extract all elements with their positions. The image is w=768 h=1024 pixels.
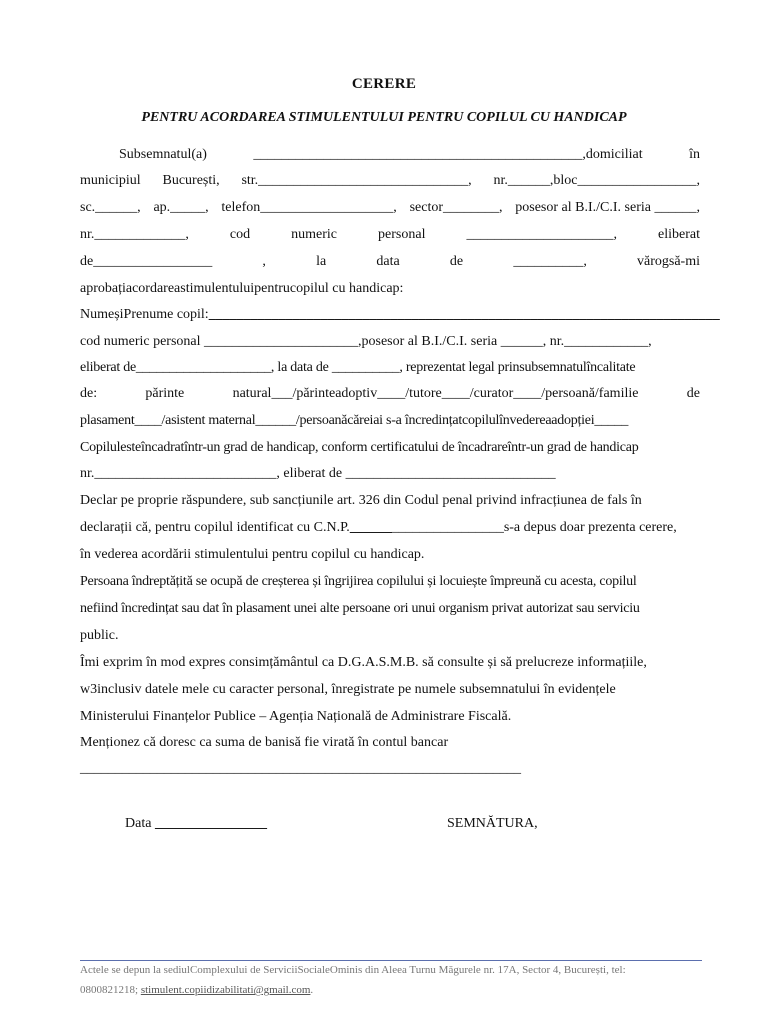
declaration-text bbox=[80, 519, 700, 537]
form-line-legal-rep bbox=[80, 359, 700, 377]
text-segment: _____________________, bbox=[466, 227, 617, 242]
declaration-text bbox=[80, 546, 700, 564]
declaration-text bbox=[80, 627, 700, 645]
text-segment: Copilulesteîncadratîntr-un grad de handicap, conform certificatului de încadrareîntr-un grad de handicap bbox=[80, 440, 639, 455]
text-segment: data bbox=[376, 254, 400, 269]
text-segment: telefon___________________, bbox=[221, 200, 397, 215]
consent-text bbox=[80, 708, 700, 726]
text-segment: _______________________________________________,domiciliat bbox=[253, 147, 643, 162]
bank-account-text bbox=[80, 734, 700, 752]
text-segment: NumeșiPrenume copil: bbox=[80, 307, 209, 322]
form-line-contact bbox=[80, 199, 700, 217]
text-segment: , bbox=[262, 254, 266, 269]
text-segment: nr._____________, bbox=[80, 227, 189, 242]
text-segment: personal bbox=[378, 227, 426, 242]
footer-divider bbox=[80, 960, 702, 961]
document-subtitle: PENTRU ACORDAREA STIMULENTULUI PENTRU COPILUL CU HANDICAP bbox=[141, 110, 627, 125]
text-segment: în bbox=[689, 147, 700, 162]
form-line-address bbox=[80, 172, 700, 190]
cnp-blank: ________________ bbox=[391, 520, 504, 535]
signature-label: SEMNĂTURA, bbox=[447, 816, 538, 831]
footer-end: . bbox=[310, 984, 314, 996]
text-segment: Îmi exprim în mod expres consimțământul ca D.G.A.S.M.B. să consulte și să prelucreze informațiile, bbox=[80, 655, 647, 670]
footer-address: Actele se depun la sediulComplexului de ServiciiSocialeOminis din Aleea Turnu Măgurele nr. 17A, Sector 4, București, tel: bbox=[80, 964, 626, 976]
text-segment: Declar pe proprie răspundere, sub sancțiunile art. 326 din Codul penal privind infracțiunea de fals în bbox=[80, 493, 642, 508]
date-field bbox=[125, 816, 267, 832]
footer-contact bbox=[80, 983, 720, 997]
text-segment: str.______________________________, bbox=[241, 173, 472, 188]
text-segment: public. bbox=[80, 628, 119, 643]
text-segment: Menționez că doresc ca suma de banisă fie virată în contul bancar bbox=[80, 735, 449, 750]
child-name-blank: _________________________________________________________________________ bbox=[208, 307, 720, 322]
text-segment: natural___/părinteadoptiv____/tutore____/curator____/persoană/familie bbox=[232, 386, 639, 401]
bank-account-blank bbox=[80, 760, 700, 778]
text-segment: vărogsă-mi bbox=[637, 254, 700, 269]
form-line-certificate bbox=[80, 465, 700, 483]
form-line-issued bbox=[80, 253, 700, 271]
text-segment: w3inclusiv datele mele cu caracter personal, înregistrate pe numele subsemnatului în evidențele bbox=[80, 682, 616, 697]
form-line-handicap bbox=[80, 439, 700, 457]
form-line-placement bbox=[80, 412, 700, 430]
text-segment: nefiind încredințat sau dat în plasament unei alte persoane ori unui organism privat autorizat sau serviciu bbox=[80, 601, 640, 616]
text-segment: de bbox=[686, 386, 700, 401]
text-segment: municipiul bbox=[80, 173, 141, 188]
text-segment: părinte bbox=[145, 386, 185, 401]
text-segment: de_________________ bbox=[80, 254, 213, 269]
text-segment: eliberat bbox=[658, 227, 700, 242]
declaration-text bbox=[80, 573, 700, 591]
form-line-child-name bbox=[80, 306, 720, 324]
declaration-text bbox=[80, 600, 700, 618]
text-segment: __________, bbox=[513, 254, 587, 269]
text-segment: la bbox=[316, 254, 327, 269]
text-segment: cod bbox=[229, 227, 251, 242]
text-segment: de: bbox=[80, 386, 98, 401]
text-segment: în vederea acordării stimulentului pentru copilul cu handicap. bbox=[80, 547, 425, 562]
form-line-applicant bbox=[119, 146, 700, 164]
text-segment: sc.______, bbox=[80, 200, 141, 215]
footer-email-link[interactable]: stimulent.copiidizabilitati@gmail.com bbox=[140, 984, 311, 996]
form-line-request bbox=[80, 280, 700, 298]
text-segment: posesor al B.I./C.I. seria ______, bbox=[515, 200, 700, 215]
form-line-cnp bbox=[80, 333, 700, 351]
text-segment: eliberat de____________________, la data de __________, reprezentat legal prinsubsemnatulîncalitate bbox=[80, 360, 636, 375]
text-segment: Subsemnatul(a) bbox=[119, 147, 207, 162]
text-segment: Ministerului Finanțelor Publice – Agenția Națională de Administrare Fiscală. bbox=[80, 709, 512, 724]
document-title: CERERE bbox=[351, 76, 417, 92]
text-segment: plasament____/asistent maternal______/persoanăcăreiai s-a încredințatcopilulînvedereaadopției_____ bbox=[80, 413, 629, 428]
text-segment: București, bbox=[162, 173, 220, 188]
text-segment: declarații că, pentru copilul identificat cu C.N.P. bbox=[80, 520, 350, 535]
text-segment: aprobațiacordareastimulentuluipentrucopilul cu handicap: bbox=[80, 281, 404, 296]
date-label: Data bbox=[125, 816, 152, 831]
text-segment: numeric bbox=[291, 227, 338, 242]
cnp-blank: ______ bbox=[349, 520, 392, 535]
text-segment: s-a depus doar prezenta cerere, bbox=[503, 520, 677, 535]
text-segment: ap._____, bbox=[153, 200, 209, 215]
text-segment: de bbox=[449, 254, 464, 269]
date-blank: ________________ bbox=[154, 816, 267, 831]
text-segment: nr.__________________________, eliberat de ______________________________ bbox=[80, 466, 556, 481]
text-segment: Persoana îndreptățită se ocupă de creșterea și îngrijirea copilului și locuiește împreună cu acesta, copilul bbox=[80, 574, 637, 589]
consent-text bbox=[80, 654, 700, 672]
text-segment: sector________, bbox=[409, 200, 503, 215]
text-segment: nr.______,bloc_________________, bbox=[493, 173, 700, 188]
text-segment: cod numeric personal ______________________,posesor al B.I./C.I. seria ______, nr.____________, bbox=[80, 334, 652, 349]
consent-text bbox=[80, 681, 700, 699]
form-line-id-number bbox=[80, 226, 700, 244]
declaration-text bbox=[80, 492, 700, 510]
text-segment: _______________________________________________________________ bbox=[80, 761, 521, 776]
footer-phone: 0800821218; bbox=[80, 984, 139, 996]
form-line-relationship bbox=[80, 385, 700, 403]
